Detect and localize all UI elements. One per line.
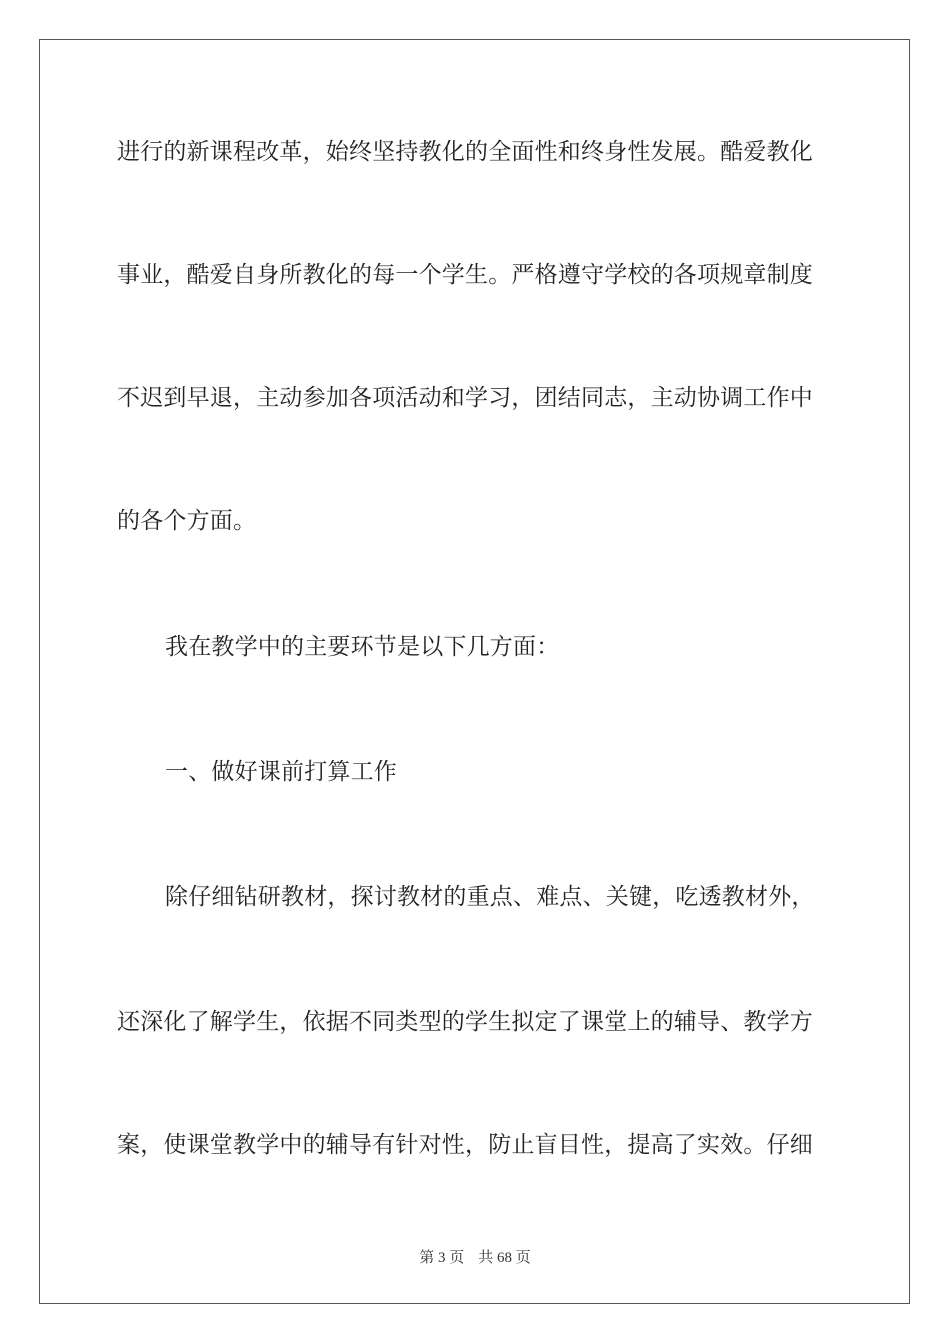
page-number: 第 3 页 xyxy=(419,1250,465,1266)
paragraph-line-3: 不迟到早退，主动参加各项活动和学习，团结同志，主动协调工作中 xyxy=(117,385,813,411)
paragraph-line-1: 进行的新课程改革，始终坚持教化的全面性和终身性发展。酷爱教化 xyxy=(117,139,813,165)
paragraph-line-4: 的各个方面。 xyxy=(117,508,257,534)
paragraph-intro: 我在教学中的主要环节是以下几方面： xyxy=(165,634,560,660)
paragraph-line-7: 案，使课堂教学中的辅导有针对性，防止盲目性，提高了实效。仔细 xyxy=(117,1132,813,1158)
section-heading-1: 一、做好课前打算工作 xyxy=(165,759,397,785)
page-border xyxy=(39,39,910,1304)
page-footer xyxy=(0,1246,950,1267)
paragraph-line-5: 除仔细钻研教材，探讨教材的重点、难点、关键，吃透教材外， xyxy=(165,884,815,910)
page-total: 共 68 页 xyxy=(478,1250,531,1266)
paragraph-line-6: 还深化了解学生，依据不同类型的学生拟定了课堂上的辅导、教学方 xyxy=(117,1009,813,1035)
paragraph-line-2: 事业，酷爱自身所教化的每一个学生。严格遵守学校的各项规章制度 xyxy=(117,262,813,288)
